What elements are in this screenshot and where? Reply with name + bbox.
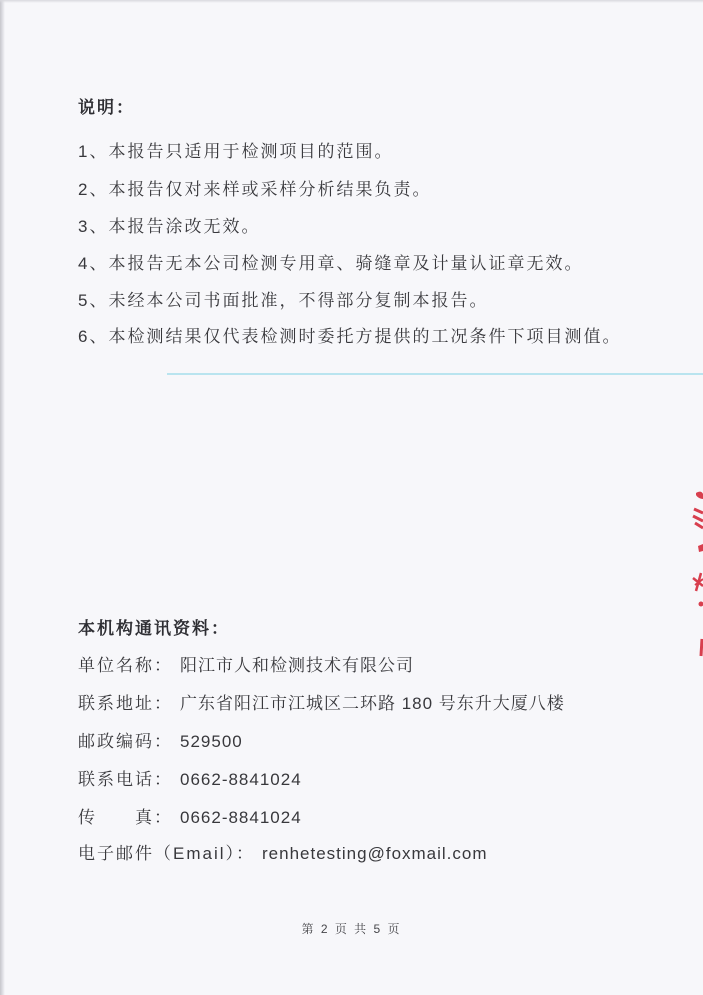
note-item-4: 4、本报告无本公司检测专用章、骑缝章及计量认证章无效。 bbox=[78, 254, 584, 273]
section-divider-line bbox=[167, 373, 703, 375]
contact-row-email bbox=[78, 839, 488, 864]
page-number: 第 2 页 共 5 页 bbox=[301, 922, 402, 936]
note-item-2: 2、本报告仅对来样或采样分析结果负责。 bbox=[78, 180, 432, 199]
contact-value: 0662-8841024 bbox=[180, 770, 302, 789]
note-item-6: 6、本检测结果仅代表检测时委托方提供的工况条件下项目测值。 bbox=[78, 327, 622, 346]
contact-label: 联系电话： bbox=[78, 770, 173, 789]
contact-heading: 本机构通讯资料： bbox=[78, 619, 230, 638]
contact-row-company bbox=[78, 651, 414, 676]
scan-edge-shadow-left bbox=[0, 0, 5, 995]
contact-value: 广东省阳江市江城区二环路 180 号东升大厦八楼 bbox=[180, 694, 565, 713]
contact-value: 529500 bbox=[180, 732, 243, 751]
contact-value: 0662-8841024 bbox=[180, 808, 302, 827]
red-stamp-fragment-icon bbox=[681, 486, 703, 666]
contact-row-fax bbox=[78, 803, 302, 828]
contact-value: 阳江市人和检测技术有限公司 bbox=[180, 656, 414, 675]
contact-row-phone bbox=[78, 765, 302, 790]
contact-row-address bbox=[78, 689, 565, 714]
contact-label: 传 真： bbox=[78, 808, 173, 827]
contact-label: 单位名称： bbox=[78, 656, 173, 675]
note-item-1: 1、本报告只适用于检测项目的范围。 bbox=[78, 142, 394, 161]
note-item-5: 5、未经本公司书面批准，不得部分复制本报告。 bbox=[78, 291, 489, 310]
contact-label: 邮政编码： bbox=[78, 732, 173, 751]
contact-label: 联系地址： bbox=[78, 694, 173, 713]
note-item-3: 3、本报告涂改无效。 bbox=[78, 217, 261, 236]
notes-heading: 说明： bbox=[78, 98, 135, 117]
contact-label: 电子邮件（Email）： bbox=[78, 844, 256, 863]
scan-edge-shadow-top bbox=[0, 0, 703, 3]
contact-value: renhetesting@foxmail.com bbox=[262, 844, 488, 863]
contact-row-postcode bbox=[78, 727, 243, 752]
